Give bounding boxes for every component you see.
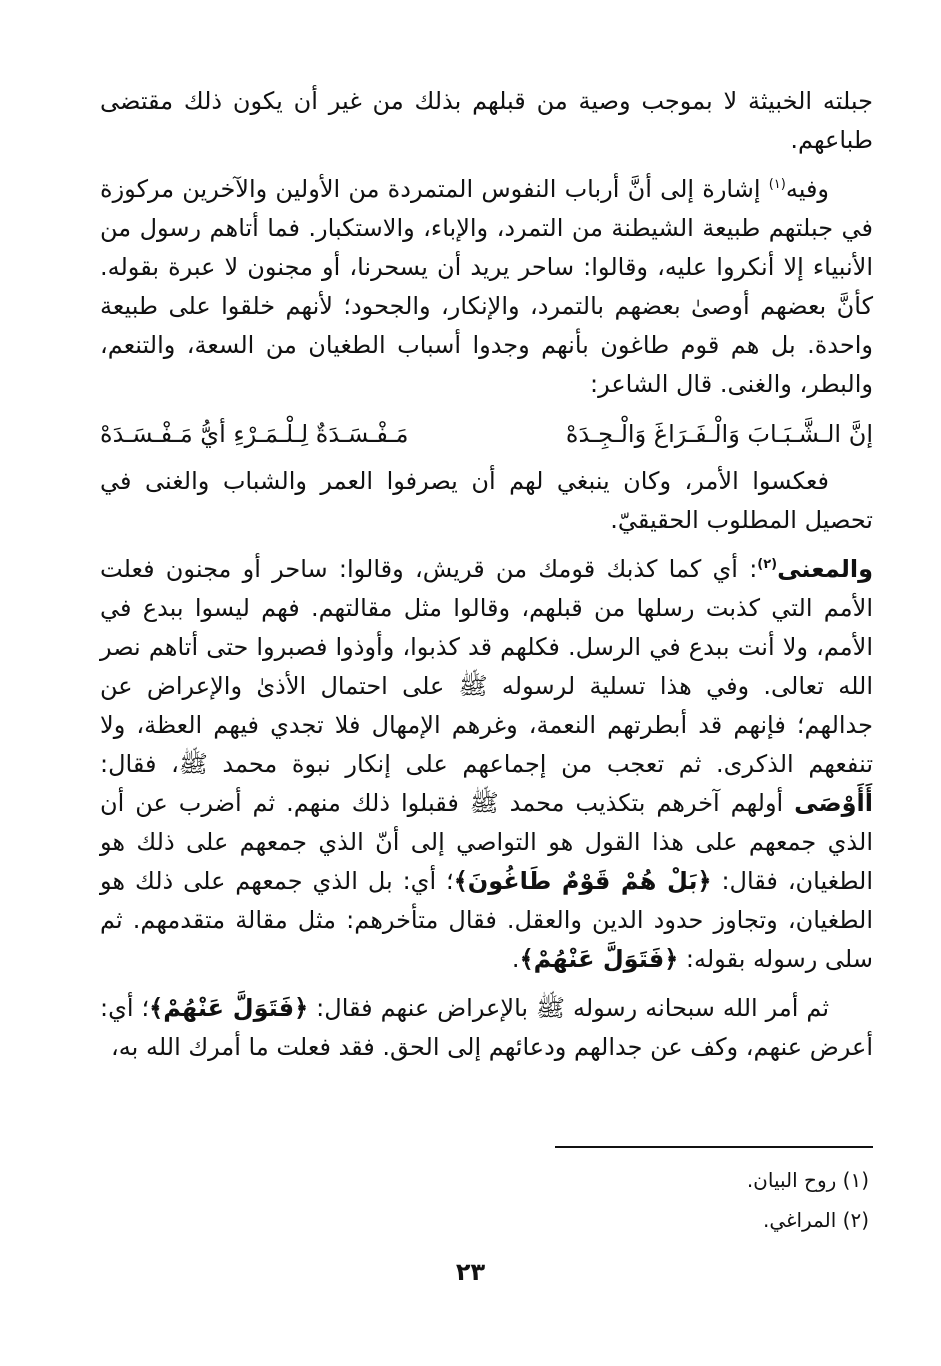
paragraph-2-text: إشارة إلى أنَّ أرباب النفوس المتمردة من الأولين والآخرين مركوزة في جبلتهم طبيعة الشيطنة من التمرد، والإباء، والاستكبار. فما أتاهم رسول من الأنبياء إلا أنكروا عليه، وقالوا: ساحر يريد أن يسحرنا، أو مجنون لا عبرة بقوله. كأنَّ بعضهم أوصىٰ بعضهم بالتمرد، والإنكار، والجحود؛ لأنهم خلقوا على طبيعة واحدة. بل هم قوم طاغون بأنهم وجدوا أسباب الطغيان من السعة، والتنعم، والبطر، والغنى. قال الشاعر: [100, 175, 873, 398]
footnote-1-text: روح البيان. [746, 1168, 837, 1192]
verse-first-hemistich: إنَّ الـشَّـبَـابَ وَالْـفَـرَاغَ وَالْـجِـدَهْ [565, 420, 873, 448]
paragraph-4-text-3: ؛ أي: بل الذي جمعهم على ذلك هو الطغيان، وتجاوز حدود الدين والعقل. فقال متأخرهم: مثل مقالة متقدمهم. ثم سلى رسوله بقوله: [100, 867, 873, 973]
footnotes [747, 1160, 869, 1240]
page-body [100, 82, 873, 1067]
quran-quote-2: ﴿بَلْ هُمْ قَوْمٌ طَاغُونَ﴾ [453, 867, 712, 895]
footnote-ref-1[interactable]: (١) [768, 177, 786, 192]
paragraph-5-text-2: ؛ أي: أعرض عنهم، وكف عن جدالهم ودعائهم إلى الحق. فقد فعلت ما أمرك الله به، [100, 994, 873, 1061]
footnote-ref-2[interactable]: (٢) [757, 557, 778, 572]
paragraph-5 [100, 989, 873, 1067]
paragraph-5-text-1: ثم أمر الله سبحانه رسوله ﷺ بالإعراض عنهم فقال: [308, 994, 830, 1022]
paragraph-3 [100, 462, 873, 540]
quran-quote-3: ﴿فَتَوَلَّ عَنْهُمْ﴾ [519, 945, 679, 973]
paragraph-4-text-1: : أي كما كذبك قومك من قريش، وقالوا: ساحر أو مجنون فعلت الأمم التي كذبت رسلها من قبلهم، وقالوا مثل مقالتهم. فهم ليسوا ببدع في الأمم، ولا أنت ببدع في الرسل. فكلهم قد كذبوا، وأوذوا فصبروا حتى أتاهم نصر الله تعالى. وفي هذا تسلية لرسوله ﷺ على احتمال الأذىٰ والإعراض عن جدالهم؛ فإنهم قد أبطرتهم النعمة، وغرهم الإمهال فلا تجدي فيهم العظة، ولا تنفعهم الذكرى. ثم تعجب من إجماعهم على إنكار نبوة محمد ﷺ، فقال: [100, 555, 873, 778]
verse-second-hemistich: مَـفْـسَـدَةٌ لِـلْـمَـرْءِ أيُّ مَـفْـسَـدَهْ [100, 420, 409, 448]
paragraph-4-lead: والمعنى [777, 555, 873, 583]
footnote-1-number: (١) [842, 1168, 869, 1192]
paragraph-4-text-2: أولهم آخرهم بتكذيب محمد ﷺ فقبلوا ذلك منهم. ثم أضرب عن أن الذي جمعهم على هذا القول هو التواصي إلى أنّ الذي جمعهم على ذلك هو الطغيان، فقال: [100, 789, 873, 895]
paragraph-4-end: . [511, 945, 520, 973]
paragraph-4 [100, 550, 873, 979]
quran-quote-1: أَأَوْصَى [794, 789, 873, 817]
paragraph-1-text: جبلته الخبيثة لا بموجب وصية من قبلهم بذلك من غير أن يكون ذلك مقتضى طباعهم. [100, 87, 873, 154]
poetry-verse [100, 414, 873, 454]
footnote-2 [747, 1200, 869, 1240]
paragraph-2-lead: وفيه [785, 175, 829, 203]
paragraph-2 [100, 170, 873, 404]
footnote-1 [747, 1160, 869, 1200]
paragraph-3-text: فعكسوا الأمر، وكان ينبغي لهم أن يصرفوا العمر والشباب والغنى في تحصيل المطلوب الحقيقيّ. [100, 467, 873, 534]
footnote-2-text: المراغي. [762, 1208, 837, 1232]
paragraph-1 [100, 82, 873, 160]
page-number: ٢٣ [455, 1258, 486, 1286]
quran-quote-4: ﴿فَتَوَلَّ عَنْهُمْ﴾ [149, 994, 309, 1022]
footnote-divider [555, 1146, 873, 1148]
footnote-2-number: (٢) [842, 1208, 869, 1232]
